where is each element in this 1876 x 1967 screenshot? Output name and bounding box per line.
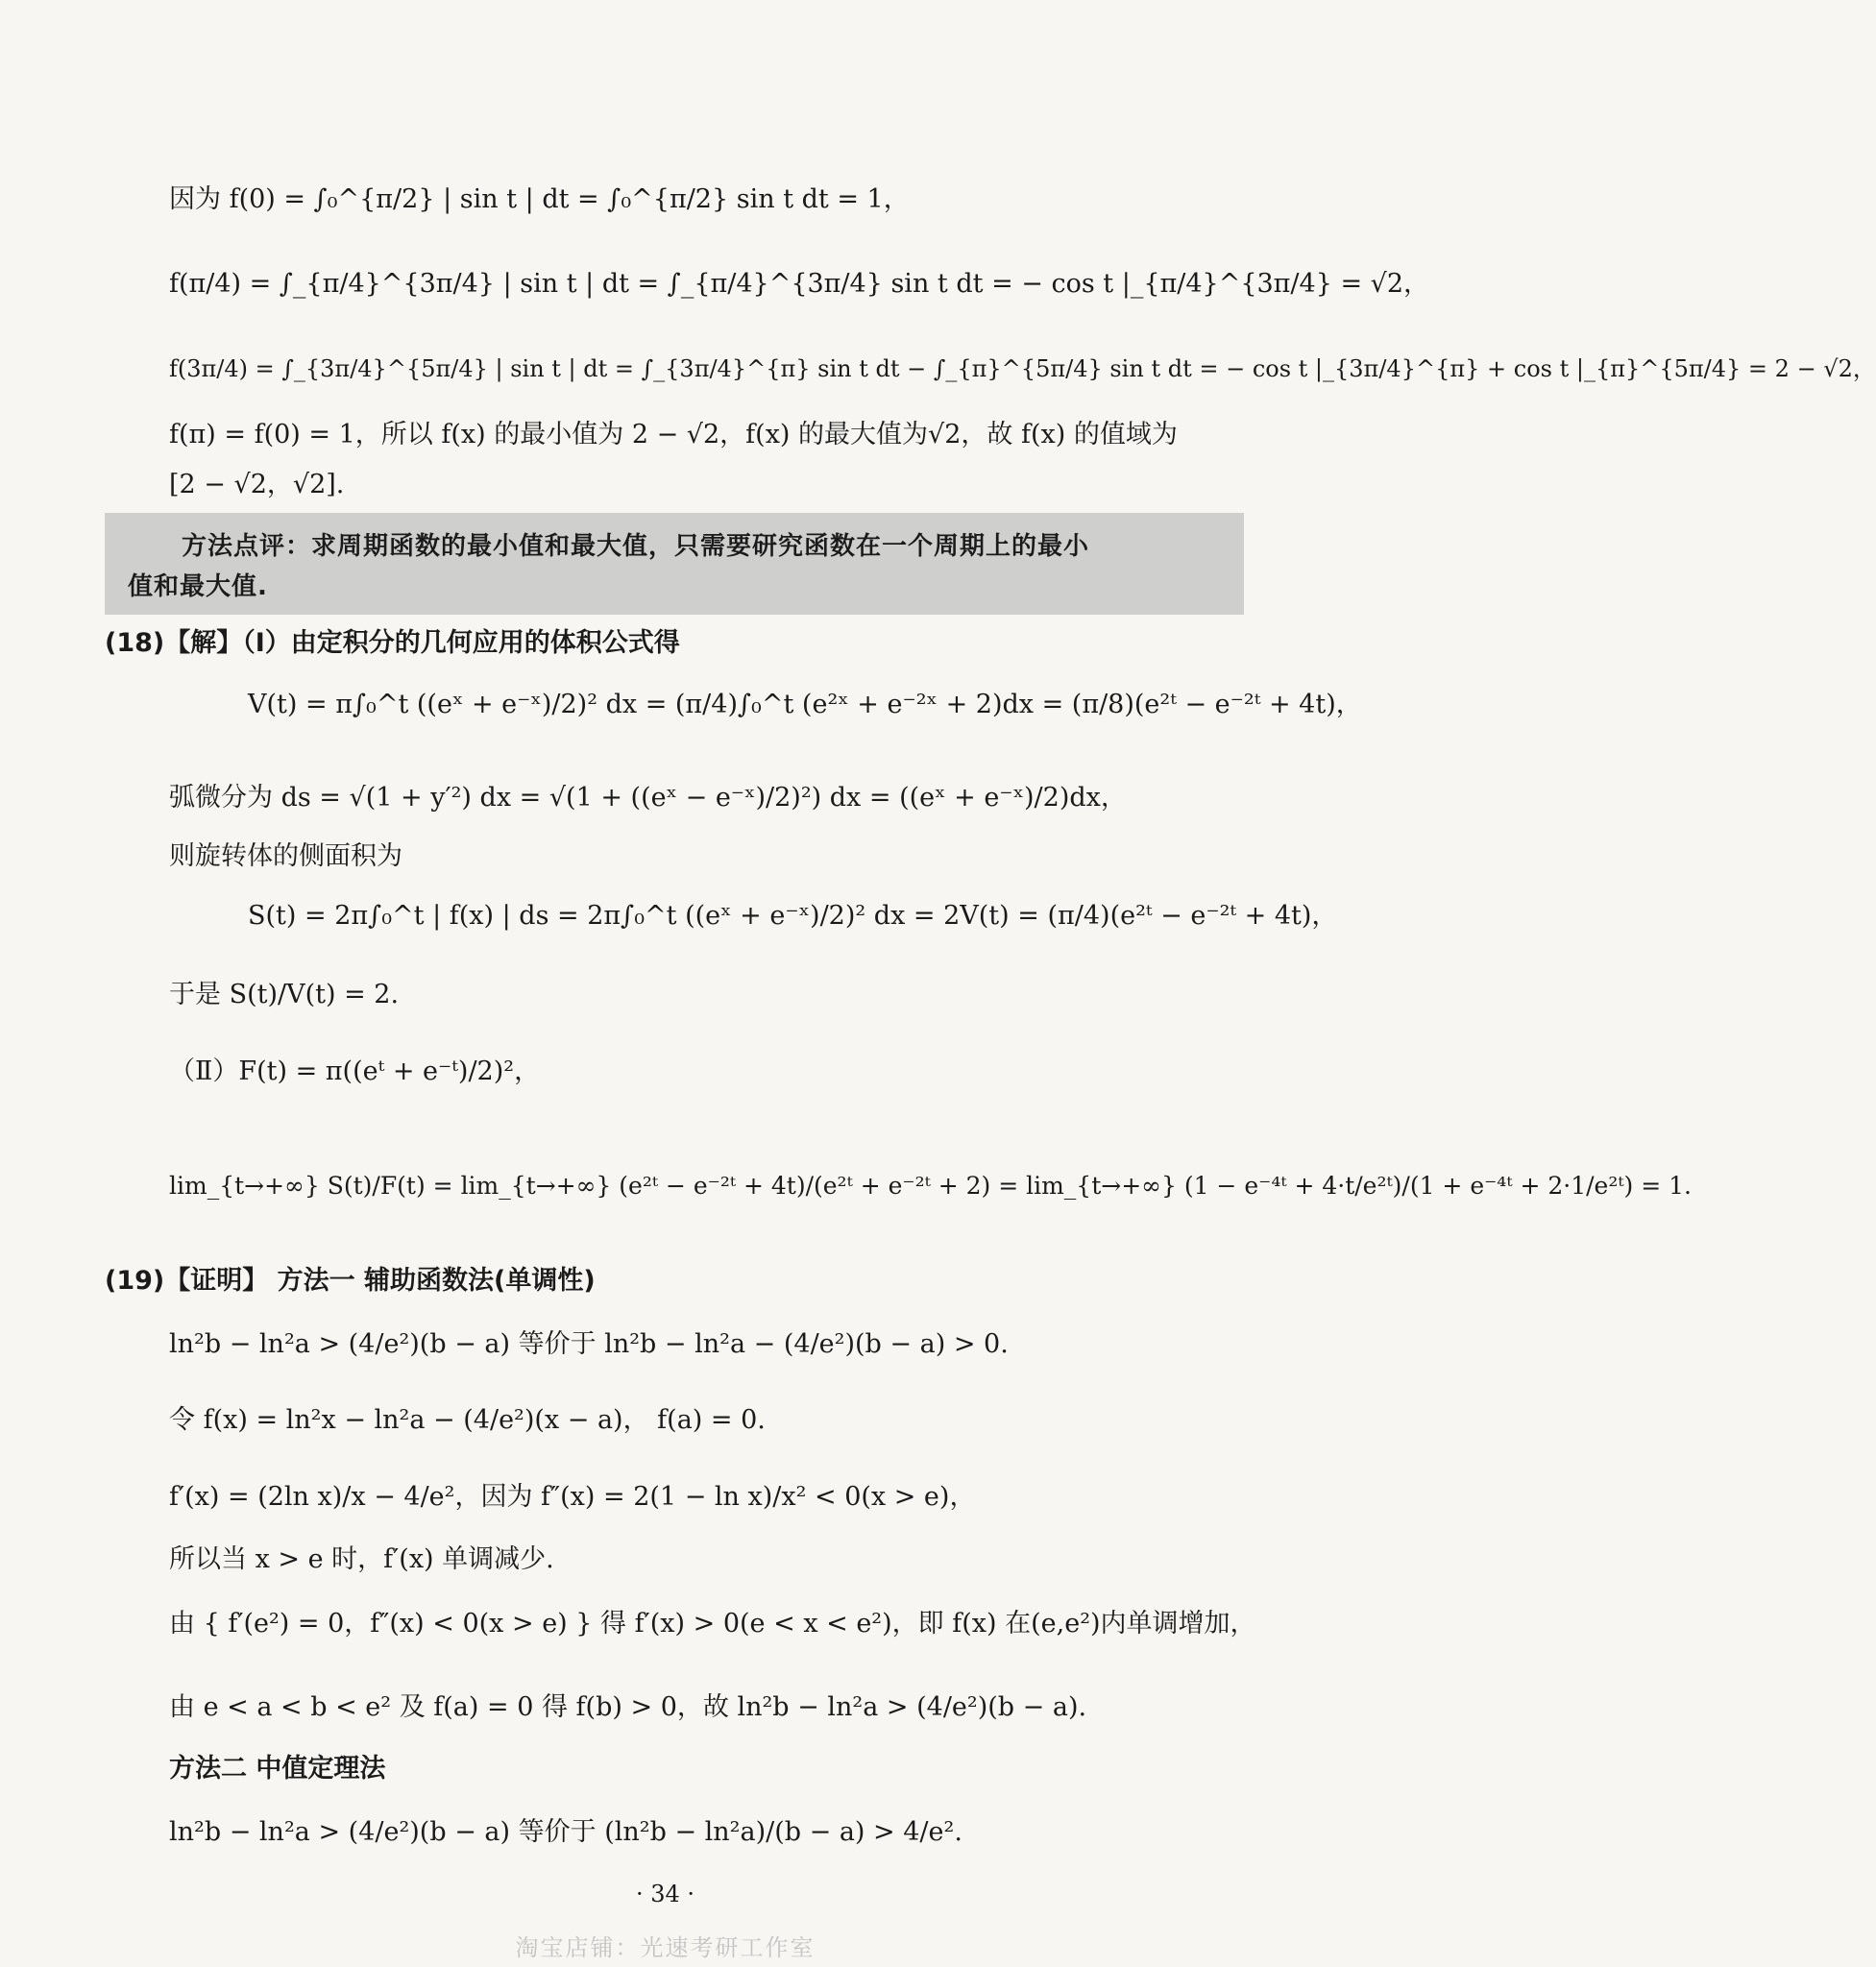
q18-heading: (18)【解】（Ⅰ）由定积分的几何应用的体积公式得 bbox=[105, 628, 680, 658]
q18-limit: lim_{t→+∞} S(t)/F(t) = lim_{t→+∞} (e²ᵗ − e⁻²ᵗ + 4t)/(e²ᵗ + e⁻²ᵗ + 2) = lim_{t→+∞} (1 − e⁻⁴ᵗ + 4·t/e²ᵗ)/(1 + e⁻⁴ᵗ + 2·1/e²ᵗ) = 1. bbox=[169, 1172, 1692, 1200]
q18-part2-F: （Ⅱ）F(t) = π((eᵗ + e⁻ᵗ)/2)²， bbox=[169, 1056, 541, 1086]
watermark: 淘宝店铺：光速考研工作室 bbox=[515, 1934, 816, 1961]
q18-volume-formula: V(t) = π∫₀^t ((eˣ + e⁻ˣ)/2)² dx = (π/4)∫₀^t (e²ˣ + e⁻²ˣ + 2)dx = (π/8)(e²ᵗ − e⁻²ᵗ + 4t)， bbox=[248, 690, 1362, 719]
method-comment-box bbox=[105, 513, 1244, 615]
q19-conclusion: 由 e < a < b < e² 及 f(a) = 0 得 f(b) > 0，故 ln²b − ln²a > (4/e²)(b − a). bbox=[169, 1692, 1087, 1722]
q18-arc-differential: 弧微分为 ds = √(1 + y′²) dx = √(1 + ((eˣ − e⁻ˣ)/2)²) dx = ((eˣ + e⁻ˣ)/2)dx， bbox=[169, 783, 1127, 813]
line-f-pi-4: f(π/4) = ∫_{π/4}^{3π/4} | sin t | dt = ∫_{π/4}^{3π/4} sin t dt = − cos t |_{π/4}^{3π/4} = √2， bbox=[169, 269, 1430, 299]
q19-decreasing: 所以当 x > e 时，f′(x) 单调减少. bbox=[169, 1544, 554, 1574]
q19-define-f: 令 f(x) = ln²x − ln²a − (4/e²)(x − a)， f(a) = 0. bbox=[169, 1405, 766, 1435]
line-f-3pi-4: f(3π/4) = ∫_{3π/4}^{5π/4} | sin t | dt = ∫_{3π/4}^{π} sin t dt − ∫_{π}^{5π/4} sin t dt = − cos t |_{3π/4}^{π} + cos t |_{π}^{5π/4} = 2 − √2， bbox=[169, 355, 1876, 382]
q19-equivalence: ln²b − ln²a > (4/e²)(b − a) 等价于 ln²b − ln²a − (4/e²)(b − a) > 0. bbox=[169, 1329, 1009, 1359]
q19-method2-heading: 方法二 中值定理法 bbox=[169, 1754, 386, 1784]
method-comment-line-1: 方法点评：求周期函数的最小值和最大值，只需要研究函数在一个周期上的最小 bbox=[182, 532, 1090, 561]
line-f-pi-conclusion: f(π) = f(0) = 1，所以 f(x) 的最小值为 2 − √2，f(x) 的最大值为√2，故 f(x) 的值域为 bbox=[169, 420, 1178, 449]
q19-system: 由 { f′(e²) = 0，f″(x) < 0(x > e) } 得 f′(x) > 0(e < x < e²)，即 f(x) 在(e,e²)内单调增加， bbox=[169, 1609, 1256, 1639]
q18-surface-intro: 则旋转体的侧面积为 bbox=[169, 841, 402, 871]
q19-heading: (19)【证明】 方法一 辅助函数法(单调性) bbox=[105, 1266, 596, 1296]
q19-method2-equivalence: ln²b − ln²a > (4/e²)(b − a) 等价于 (ln²b − ln²a)/(b − a) > 4/e². bbox=[169, 1817, 962, 1847]
line-range: [2 − √2，√2]. bbox=[169, 470, 345, 499]
line-f0: 因为 f(0) = ∫₀^{π/2} | sin t | dt = ∫₀^{π/2} sin t dt = 1， bbox=[169, 184, 910, 214]
page-number: · 34 · bbox=[635, 1881, 695, 1907]
q19-derivative: f′(x) = (2ln x)/x − 4/e²，因为 f″(x) = 2(1 − ln x)/x² < 0(x > e)， bbox=[169, 1482, 976, 1512]
method-comment-line-2: 值和最大值. bbox=[128, 572, 268, 601]
q18-surface-formula: S(t) = 2π∫₀^t | f(x) | ds = 2π∫₀^t ((eˣ + e⁻ˣ)/2)² dx = 2V(t) = (π/4)(e²ᵗ − e⁻²ᵗ + 4t)， bbox=[248, 901, 1338, 931]
q18-ratio: 于是 S(t)/V(t) = 2. bbox=[169, 980, 400, 1009]
